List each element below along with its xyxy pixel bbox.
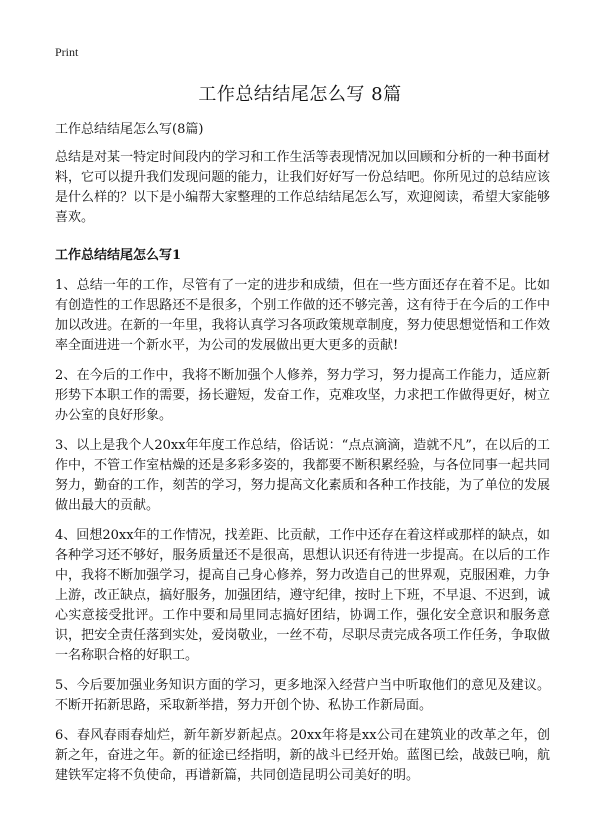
intro-paragraph: 总结是对某一特定时间段内的学习和工作生活等表现情况加以回顾和分析的一种书面材料，它可以提升我们发现问题的能力，让我们好好写一份总结吧。你所见过的总结应该是什么样的？以下是小编帮大家整理的工作总结结尾怎么写，欢迎阅读，希望大家能够喜欢。 [55,150,550,225]
document-subtitle: 工作总结结尾怎么写(8篇) [55,122,204,137]
paragraph-4: 4、回想20xx年的工作情况，找差距、比贡献，工作中还存在着这样或那样的缺点，如各种学习还不够好，服务质量还不是很高，思想认识还有待进一步提高。在以后的工作中，我将不断加强学习，提高自己身心修养，努力改造自己的世界观，克服困难，力争上游，改正缺点，搞好服务，加强团结，遵守纪律，按时上下班，不早退、不迟到，诚心实意接受批评。工作中要和局里同志搞好团结，协调工作，强化安全意识和服务意识，把安全责任落到实处，爱岗敬业，一丝不苟，尽职尽责完成各项工作任务，争取做一名称职合格的好职工。 [55,528,550,663]
print-link[interactable]: Print [55,45,79,59]
paragraph-1: 1、总结一年的工作，尽管有了一定的进步和成绩，但在一些方面还存在着不足。比如有创造性的工作思路还不是很多，个别工作做的还不够完善，这有待于在今后的工作中加以改进。在新的一年里，我将认真学习各项政策规章制度，努力使思想觉悟和工作效率全面进进一个新水平，为公司的发展做出更大更多的贡献! [55,278,550,353]
paragraph-2: 2、在今后的工作中，我将不断加强个人修养，努力学习，努力提高工作能力，适应新形势下本职工作的需要，扬长避短，发奋工作，克难攻坚，力求把工作做得更好，树立办公室的良好形象。 [55,368,550,423]
section-heading: 工作总结结尾怎么写1 [55,248,182,263]
document-title: 工作总结结尾怎么写 8篇 [198,84,402,105]
paragraph-6: 6、春风春雨春灿烂，新年新岁新起点。20xx年将是xx公司在建筑业的改革之年，创新之年，奋进之年。新的征途已经指明，新的战斗已经开始。蓝图已绘，战鼓已响，航建铁军定将不负使命，再谱新篇，共同创造昆明公司美好的明。 [55,728,550,783]
paragraph-5: 5、今后要加强业务知识方面的学习，更多地深入经营户当中听取他们的意见及建议。不断开拓新思路，采取新举措，努力开创个协、私协工作新局面。 [55,678,550,713]
document-body [55,148,550,796]
paragraph-3: 3、以上是我个人20xx年年度工作总结，俗话说：“点点滴滴，造就不凡”，在以后的工作中，不管工作室枯燥的还是多彩多姿的，我都要不断积累经验，与各位同事一起共同努力，勤奋的工作，刻苦的学习，努力提高文化素质和各种工作技能，为了单位的发展做出最大的贡献。 [55,438,550,513]
